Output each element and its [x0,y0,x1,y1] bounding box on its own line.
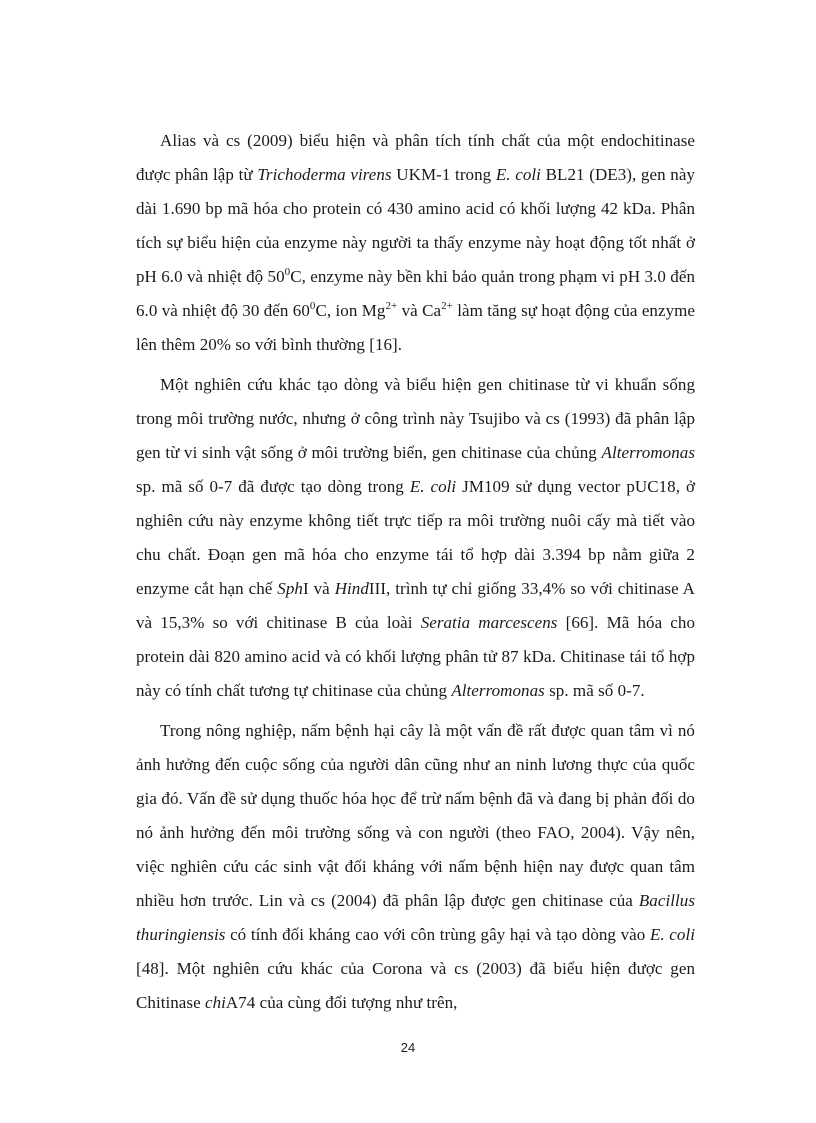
text-run: sp. mã số 0-7 đã được tạo dòng trong [136,477,410,496]
text-run: C, enzyme này bền khi bảo quản trong phạm vi pH 3.0 đến 6.0 và nhiệt độ 30 đến 60 [136,267,695,320]
text-run: UKM-1 trong [391,165,496,184]
body-text [136,124,695,1026]
superscript-text: 0 [284,266,291,278]
text-run: sp. mã số 0-7. [544,681,645,700]
text-run: Trong nông nghiệp, nấm bệnh hại cây là một vấn đề rất được quan tâm vì nó ảnh hưởng đến cuộc sống của người dân cũng như an ninh lương thực của quốc gia đó. Vấn đề sử dụng thuốc hóa học để trừ nấm bệnh đã và đang bị phản đối do nó ảnh hưởng đến môi trường sống và con người (theo FAO, 2004). Vậy nên, việc nghiên cứu các sinh vật đối kháng với nấm bệnh hiện nay được quan tâm nhiều hơn trước. Lin và cs (2004) đã phân lập được gen chitinase của [136,721,695,910]
italic-text: chi [204,993,226,1012]
text-run: I và [302,579,335,598]
italic-text: Trichoderma virens [257,165,392,184]
text-run: có tính đối kháng cao với côn trùng gây hại và tạo dòng vào [225,925,650,944]
paragraph-2 [136,368,695,708]
italic-text: Alterromonas [601,443,695,462]
text-run: làm tăng sự hoạt động của enzyme lên thêm 20% so với bình thường [16]. [136,301,695,354]
italic-text: E. coli [495,165,541,184]
text-run: và Ca [397,301,442,320]
text-run: [48]. Một nghiên cứu khác của Corona và cs (2003) đã biểu hiện được gen Chitinase [136,959,695,1012]
text-run: BL21 (DE3), gen này dài 1.690 bp mã hóa cho protein có 430 amino acid có khối lượng 42 kDa. Phân tích sự biểu hiện của enzyme này người ta thấy enzyme này hoạt động tốt nhất ở pH 6.0 và nhiệt độ 50 [136,165,695,286]
italic-text: E. coli [409,477,457,496]
paragraph-3 [136,714,695,1020]
page-number: 24 [400,1040,416,1055]
italic-text: Seratia marcescens [420,613,558,632]
superscript-text: 2+ [441,300,453,312]
text-run: JM109 sử dụng vector pUC18, ở nghiên cứu này enzyme không tiết trực tiếp ra môi trường nuôi cấy mà tiết vào chu chất. Đoạn gen mã hóa cho enzyme tái tổ hợp dài 3.394 bp nằm giữa 2 enzyme cắt hạn chế [136,477,695,598]
text-run: Một nghiên cứu khác tạo dòng và biểu hiện gen chitinase từ vi khuẩn sống trong môi trường nước, nhưng ở công trình này Tsujibo và cs (1993) đã phân lập gen từ vi sinh vật sống ở môi trường biển, gen chitinase của chủng [136,375,695,462]
italic-text: Sph [277,579,303,598]
text-run: Alias và cs (2009) biểu hiện và phân tích tính chất của một endochitinase được phân lập từ [136,131,695,184]
superscript-text: 2+ [385,300,398,312]
paragraph-1 [136,124,695,362]
italic-text: Hind [334,579,369,598]
superscript-text: 0 [309,300,316,312]
italic-text: E. coli [649,925,695,944]
italic-text: Bacillus thuringiensis [136,891,695,944]
text-run: A74 của cùng đối tượng như trên, [225,993,458,1012]
text-run: III, trình tự chỉ giống 33,4% so với chitinase A và 15,3% so với chitinase B của loài [136,579,696,632]
text-run: C, ion Mg [315,301,386,320]
text-run: [66]. Mã hóa cho protein dài 820 amino acid và có khối lượng phân tử 87 kDa. Chitinase tái tổ hợp này có tính chất tương tự chitinase của chủng [136,613,695,700]
italic-text: Alterromonas [451,681,545,700]
